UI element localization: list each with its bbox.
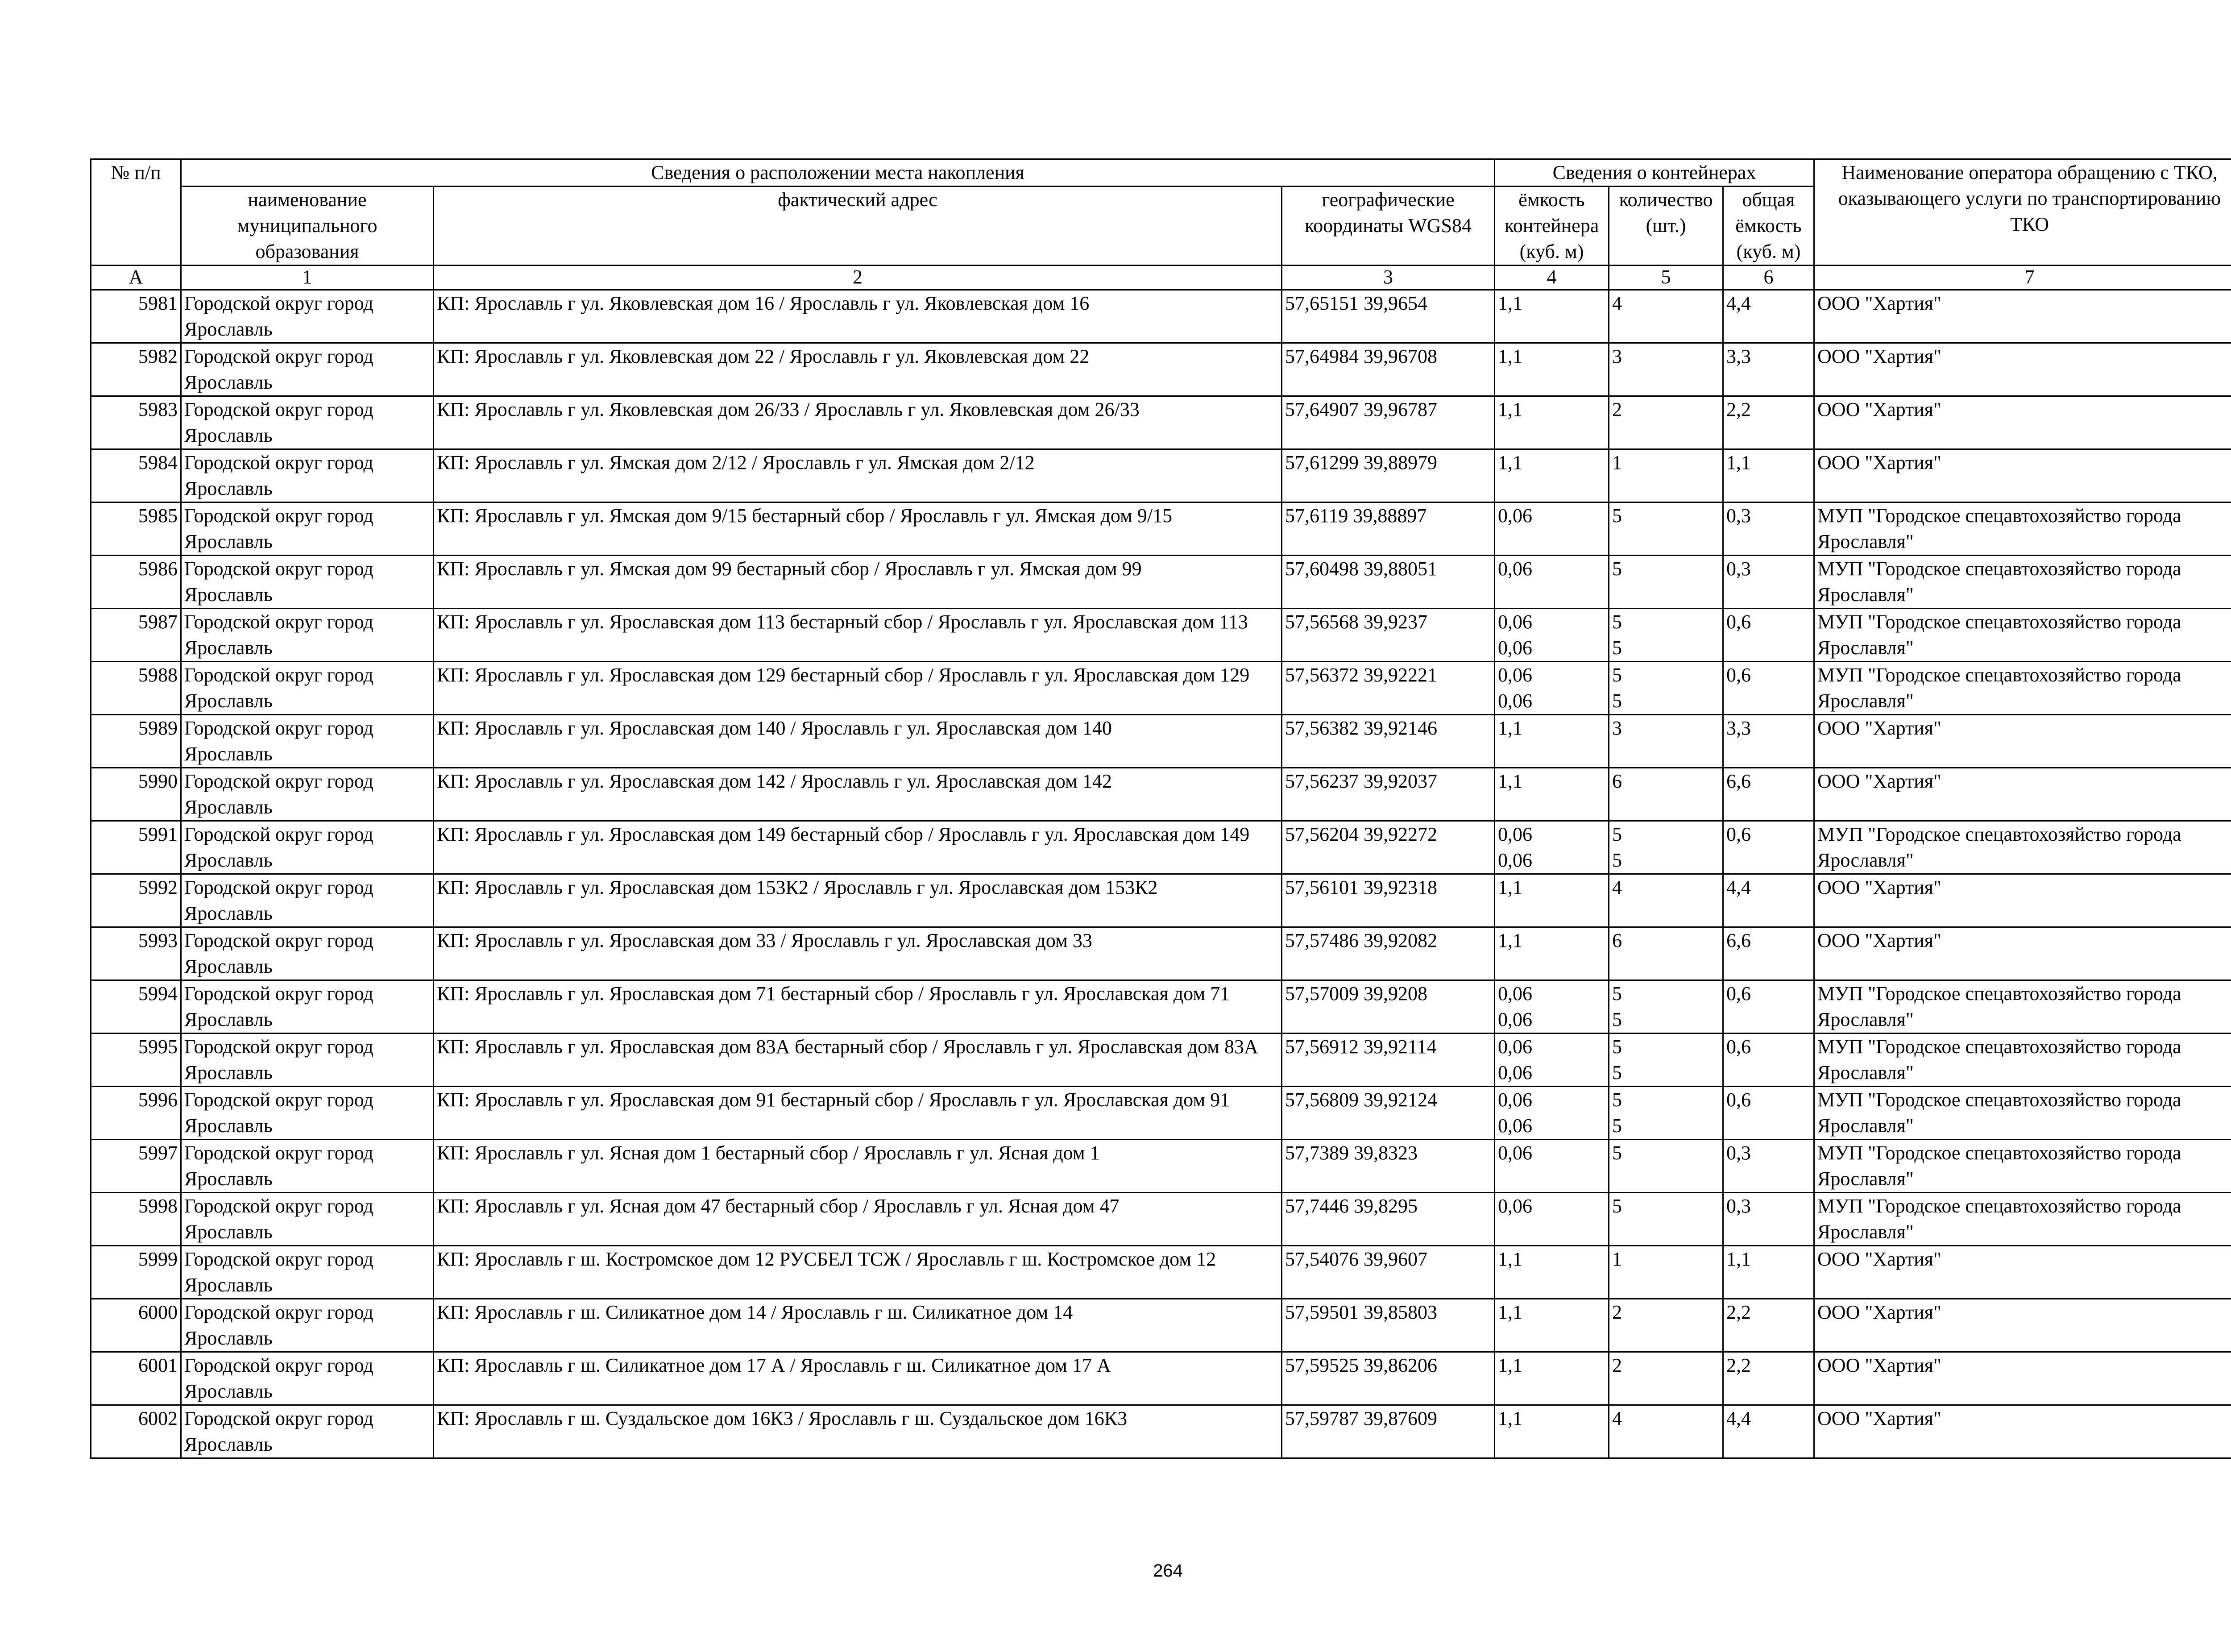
total-capacity-cell: 0,6 bbox=[1723, 821, 1814, 874]
total-capacity-cell: 1,1 bbox=[1723, 1246, 1814, 1299]
operator-cell: ООО "Хартия" bbox=[1814, 1405, 2231, 1458]
address-cell: КП: Ярославль г ул. Яковлевская дом 26/33 / Ярославль г ул. Яковлевская дом 26/33 bbox=[434, 396, 1282, 449]
operator-cell: ООО "Хартия" bbox=[1814, 1299, 2231, 1352]
address-cell: КП: Ярославль г ул. Ярославская дом 91 бестарный сбор / Ярославль г ул. Ярославская дом 91 bbox=[434, 1087, 1282, 1140]
operator-cell: ООО "Хартия" bbox=[1814, 290, 2231, 343]
row-number: 5996 bbox=[91, 1087, 181, 1140]
municipality-cell: Городской округ город Ярославль bbox=[181, 662, 434, 715]
coordinates-cell: 57,59525 39,86206 bbox=[1282, 1352, 1495, 1405]
coordinates-cell: 57,54076 39,9607 bbox=[1282, 1246, 1495, 1299]
row-number: 5986 bbox=[91, 556, 181, 609]
coordinates-cell: 57,64984 39,96708 bbox=[1282, 343, 1495, 396]
row-number: 5988 bbox=[91, 662, 181, 715]
operator-cell: ООО "Хартия" bbox=[1814, 1352, 2231, 1405]
total-capacity-cell: 0,3 bbox=[1723, 502, 1814, 556]
municipality-cell: Городской округ город Ярославль bbox=[181, 1140, 434, 1193]
quantity-cell bbox=[1609, 449, 1723, 502]
header-capacity: ёмкость контейнера (куб. м) bbox=[1495, 187, 1609, 266]
row-number: 5998 bbox=[91, 1193, 181, 1246]
capacity-cell-value: 1,1 bbox=[1498, 452, 1523, 473]
capacity-cell-value: 0,06 bbox=[1498, 983, 1533, 1004]
capacity-cell bbox=[1495, 1352, 1609, 1405]
quantity-cell bbox=[1609, 290, 1723, 343]
row-number: 6002 bbox=[91, 1405, 181, 1458]
table-row bbox=[91, 715, 2231, 768]
table-row bbox=[91, 1299, 2231, 1352]
quantity-cell-value: 3 bbox=[1612, 717, 1622, 739]
quantity-cell bbox=[1609, 1193, 1723, 1246]
column-index: 1 bbox=[181, 266, 434, 290]
coordinates-cell: 57,56101 39,92318 bbox=[1282, 874, 1495, 927]
quantity-cell-value: 5 bbox=[1612, 1089, 1622, 1111]
quantity-cell bbox=[1609, 715, 1723, 768]
address-cell: КП: Ярославль г ул. Ярославская дом 113 бестарный сбор / Ярославль г ул. Ярославская дом 113 bbox=[434, 609, 1282, 662]
quantity-cell bbox=[1609, 1352, 1723, 1405]
municipality-cell: Городской округ город Ярославль bbox=[181, 1034, 434, 1087]
municipality-cell: Городской округ город Ярославль bbox=[181, 1352, 434, 1405]
quantity-cell-value: 4 bbox=[1612, 292, 1622, 314]
operator-cell: ООО "Хартия" bbox=[1814, 874, 2231, 927]
coordinates-cell: 57,57486 39,92082 bbox=[1282, 927, 1495, 980]
total-capacity-cell: 0,6 bbox=[1723, 1034, 1814, 1087]
coordinates-cell: 57,61299 39,88979 bbox=[1282, 449, 1495, 502]
table-row bbox=[91, 609, 2231, 662]
operator-cell: ООО "Хартия" bbox=[1814, 927, 2231, 980]
quantity-cell-value: 5 bbox=[1612, 1009, 1622, 1030]
capacity-cell bbox=[1495, 1034, 1609, 1087]
total-capacity-cell: 4,4 bbox=[1723, 290, 1814, 343]
coordinates-cell: 57,56204 39,92272 bbox=[1282, 821, 1495, 874]
header-col-number: № п/п bbox=[91, 159, 181, 266]
row-number: 5992 bbox=[91, 874, 181, 927]
row-number: 5990 bbox=[91, 768, 181, 821]
capacity-cell bbox=[1495, 396, 1609, 449]
capacity-cell-value: 0,06 bbox=[1498, 1089, 1533, 1111]
address-cell: КП: Ярославль г ул. Яковлевская дом 16 / Ярославль г ул. Яковлевская дом 16 bbox=[434, 290, 1282, 343]
quantity-cell bbox=[1609, 1246, 1723, 1299]
capacity-cell bbox=[1495, 1405, 1609, 1458]
header-group-location: Сведения о расположении места накопления bbox=[181, 159, 1495, 187]
quantity-cell-value: 5 bbox=[1612, 1036, 1622, 1058]
capacity-cell-value: 0,06 bbox=[1498, 664, 1533, 686]
quantity-cell-value: 1 bbox=[1612, 452, 1622, 473]
operator-cell: МУП "Городское спецавтохозяйство города Ярославля" bbox=[1814, 662, 2231, 715]
municipality-cell: Городской округ город Ярославль bbox=[181, 449, 434, 502]
capacity-cell-value: 1,1 bbox=[1498, 345, 1523, 367]
table-row bbox=[91, 556, 2231, 609]
operator-cell: МУП "Городское спецавтохозяйство города Ярославля" bbox=[1814, 980, 2231, 1034]
coordinates-cell: 57,56912 39,92114 bbox=[1282, 1034, 1495, 1087]
header-quantity: количество (шт.) bbox=[1609, 187, 1723, 266]
municipality-cell: Городской округ город Ярославль bbox=[181, 609, 434, 662]
quantity-cell-value: 5 bbox=[1612, 611, 1622, 633]
coordinates-cell: 57,56382 39,92146 bbox=[1282, 715, 1495, 768]
table-row bbox=[91, 980, 2231, 1034]
municipality-cell: Городской округ город Ярославль bbox=[181, 1405, 434, 1458]
total-capacity-cell: 4,4 bbox=[1723, 1405, 1814, 1458]
table-row bbox=[91, 768, 2231, 821]
coordinates-cell: 57,59501 39,85803 bbox=[1282, 1299, 1495, 1352]
operator-cell: МУП "Городское спецавтохозяйство города Ярославля" bbox=[1814, 1140, 2231, 1193]
row-number: 5984 bbox=[91, 449, 181, 502]
row-number: 6001 bbox=[91, 1352, 181, 1405]
capacity-cell bbox=[1495, 449, 1609, 502]
capacity-cell bbox=[1495, 1299, 1609, 1352]
quantity-cell bbox=[1609, 1299, 1723, 1352]
operator-cell: МУП "Городское спецавтохозяйство города Ярославля" bbox=[1814, 1034, 2231, 1087]
table-row bbox=[91, 662, 2231, 715]
table-row bbox=[91, 502, 2231, 556]
column-index-row bbox=[91, 266, 2231, 290]
table-row bbox=[91, 1087, 2231, 1140]
municipality-cell: Городской округ город Ярославль bbox=[181, 874, 434, 927]
column-index: 5 bbox=[1609, 266, 1723, 290]
municipality-cell: Городской округ город Ярославль bbox=[181, 768, 434, 821]
capacity-cell bbox=[1495, 343, 1609, 396]
capacity-cell-value: 0,06 bbox=[1498, 690, 1533, 712]
table-row bbox=[91, 449, 2231, 502]
coordinates-cell: 57,56568 39,9237 bbox=[1282, 609, 1495, 662]
address-cell: КП: Ярославль г ш. Силикатное дом 17 А / Ярославль г ш. Силикатное дом 17 А bbox=[434, 1352, 1282, 1405]
quantity-cell bbox=[1609, 1034, 1723, 1087]
municipality-cell: Городской округ город Ярославль bbox=[181, 980, 434, 1034]
quantity-cell-value: 2 bbox=[1612, 1354, 1622, 1376]
address-cell: КП: Ярославль г ул. Ясная дом 47 бестарный сбор / Ярославль г ул. Ясная дом 47 bbox=[434, 1193, 1282, 1246]
capacity-cell bbox=[1495, 1193, 1609, 1246]
coordinates-cell: 57,56809 39,92124 bbox=[1282, 1087, 1495, 1140]
municipality-cell: Городской округ город Ярославль bbox=[181, 502, 434, 556]
quantity-cell bbox=[1609, 1405, 1723, 1458]
capacity-cell-value: 1,1 bbox=[1498, 1248, 1523, 1270]
capacity-cell bbox=[1495, 1140, 1609, 1193]
coordinates-cell: 57,56372 39,92221 bbox=[1282, 662, 1495, 715]
total-capacity-cell: 2,2 bbox=[1723, 1352, 1814, 1405]
quantity-cell-value: 5 bbox=[1612, 690, 1622, 712]
quantity-cell-value: 2 bbox=[1612, 398, 1622, 420]
quantity-cell-value: 5 bbox=[1612, 1062, 1622, 1083]
capacity-cell-value: 0,06 bbox=[1498, 823, 1533, 845]
address-cell: КП: Ярославль г ул. Ямская дом 9/15 бестарный сбор / Ярославль г ул. Ямская дом 9/15 bbox=[434, 502, 1282, 556]
coordinates-cell: 57,64907 39,96787 bbox=[1282, 396, 1495, 449]
coordinates-cell: 57,7389 39,8323 bbox=[1282, 1140, 1495, 1193]
quantity-cell bbox=[1609, 768, 1723, 821]
capacity-cell-value: 0,06 bbox=[1498, 637, 1533, 659]
municipality-cell: Городской округ город Ярославль bbox=[181, 821, 434, 874]
total-capacity-cell: 0,3 bbox=[1723, 556, 1814, 609]
total-capacity-cell: 0,3 bbox=[1723, 1193, 1814, 1246]
capacity-cell-value: 1,1 bbox=[1498, 1407, 1523, 1429]
address-cell: КП: Ярославль г ул. Ярославская дом 142 / Ярославль г ул. Ярославская дом 142 bbox=[434, 768, 1282, 821]
quantity-cell bbox=[1609, 396, 1723, 449]
municipality-cell: Городской округ город Ярославль bbox=[181, 290, 434, 343]
coordinates-cell: 57,59787 39,87609 bbox=[1282, 1405, 1495, 1458]
capacity-cell-value: 1,1 bbox=[1498, 1354, 1523, 1376]
column-index: 6 bbox=[1723, 266, 1814, 290]
page-number: 264 bbox=[1153, 1561, 1183, 1581]
capacity-cell-value: 0,06 bbox=[1498, 611, 1533, 633]
quantity-cell-value: 4 bbox=[1612, 1407, 1622, 1429]
row-number: 5995 bbox=[91, 1034, 181, 1087]
operator-cell: МУП "Городское спецавтохозяйство города Ярославля" bbox=[1814, 1193, 2231, 1246]
quantity-cell-value: 5 bbox=[1612, 1115, 1622, 1137]
header-operator: Наименование оператора обращению с ТКО, оказывающего услуги по транспортированию ТКО bbox=[1814, 159, 2231, 266]
total-capacity-cell: 3,3 bbox=[1723, 343, 1814, 396]
capacity-cell bbox=[1495, 927, 1609, 980]
table-body bbox=[91, 290, 2231, 1458]
total-capacity-cell: 6,6 bbox=[1723, 927, 1814, 980]
capacity-cell-value: 1,1 bbox=[1498, 717, 1523, 739]
quantity-cell-value: 5 bbox=[1612, 558, 1622, 580]
operator-cell: ООО "Хартия" bbox=[1814, 768, 2231, 821]
coordinates-cell: 57,60498 39,88051 bbox=[1282, 556, 1495, 609]
table-row bbox=[91, 1352, 2231, 1405]
municipality-cell: Городской округ город Ярославль bbox=[181, 396, 434, 449]
quantity-cell-value: 1 bbox=[1612, 1248, 1622, 1270]
total-capacity-cell: 0,6 bbox=[1723, 980, 1814, 1034]
capacity-cell bbox=[1495, 502, 1609, 556]
operator-cell: МУП "Городское спецавтохозяйство города Ярославля" bbox=[1814, 1087, 2231, 1140]
column-index: А bbox=[91, 266, 181, 290]
header-coords: географические координаты WGS84 bbox=[1282, 187, 1495, 266]
table-row bbox=[91, 1193, 2231, 1246]
municipality-cell: Городской округ город Ярославль bbox=[181, 343, 434, 396]
address-cell: КП: Ярославль г ул. Ярославская дом 129 бестарный сбор / Ярославль г ул. Ярославская дом 129 bbox=[434, 662, 1282, 715]
table-row bbox=[91, 1405, 2231, 1458]
operator-cell: ООО "Хартия" bbox=[1814, 396, 2231, 449]
row-number: 5981 bbox=[91, 290, 181, 343]
quantity-cell-value: 5 bbox=[1612, 823, 1622, 845]
capacity-cell-value: 1,1 bbox=[1498, 398, 1523, 420]
quantity-cell-value: 5 bbox=[1612, 505, 1622, 527]
row-number: 5987 bbox=[91, 609, 181, 662]
operator-cell: МУП "Городское спецавтохозяйство города Ярославля" bbox=[1814, 556, 2231, 609]
capacity-cell bbox=[1495, 662, 1609, 715]
column-index: 2 bbox=[434, 266, 1282, 290]
address-cell: КП: Ярославль г ш. Костромское дом 12 РУСБЕЛ ТСЖ / Ярославль г ш. Костромское дом 12 bbox=[434, 1246, 1282, 1299]
row-number: 6000 bbox=[91, 1299, 181, 1352]
table-row bbox=[91, 290, 2231, 343]
quantity-cell bbox=[1609, 662, 1723, 715]
total-capacity-cell: 1,1 bbox=[1723, 449, 1814, 502]
address-cell: КП: Ярославль г ул. Ясная дом 1 бестарный сбор / Ярославль г ул. Ясная дом 1 bbox=[434, 1140, 1282, 1193]
table-row bbox=[91, 1140, 2231, 1193]
row-number: 5983 bbox=[91, 396, 181, 449]
capacity-cell bbox=[1495, 874, 1609, 927]
row-number: 5989 bbox=[91, 715, 181, 768]
quantity-cell-value: 6 bbox=[1612, 930, 1622, 951]
quantity-cell-value: 5 bbox=[1612, 637, 1622, 659]
quantity-cell bbox=[1609, 502, 1723, 556]
header-group-containers: Сведения о контейнерах bbox=[1495, 159, 1814, 187]
capacity-cell bbox=[1495, 1087, 1609, 1140]
quantity-cell-value: 5 bbox=[1612, 1195, 1622, 1217]
capacity-cell bbox=[1495, 715, 1609, 768]
header-municipality: наименование муниципального образования bbox=[181, 187, 434, 266]
operator-cell: МУП "Городское спецавтохозяйство города Ярославля" bbox=[1814, 821, 2231, 874]
municipality-cell: Городской округ город Ярославль bbox=[181, 715, 434, 768]
total-capacity-cell: 4,4 bbox=[1723, 874, 1814, 927]
quantity-cell bbox=[1609, 556, 1723, 609]
quantity-cell bbox=[1609, 927, 1723, 980]
municipality-cell: Городской округ город Ярославль bbox=[181, 927, 434, 980]
coordinates-cell: 57,7446 39,8295 bbox=[1282, 1193, 1495, 1246]
coordinates-cell: 57,57009 39,9208 bbox=[1282, 980, 1495, 1034]
column-index: 4 bbox=[1495, 266, 1609, 290]
capacity-cell-value: 0,06 bbox=[1498, 1115, 1533, 1137]
quantity-cell-value: 4 bbox=[1612, 876, 1622, 898]
address-cell: КП: Ярославль г ул. Ярославская дом 71 бестарный сбор / Ярославль г ул. Ярославская дом 71 bbox=[434, 980, 1282, 1034]
address-cell: КП: Ярославль г ул. Ярославская дом 83А бестарный сбор / Ярославль г ул. Ярославская дом 83А bbox=[434, 1034, 1282, 1087]
table-header bbox=[91, 159, 2231, 290]
row-number: 5985 bbox=[91, 502, 181, 556]
address-cell: КП: Ярославль г ул. Ярославская дом 33 / Ярославль г ул. Ярославская дом 33 bbox=[434, 927, 1282, 980]
table-row bbox=[91, 1246, 2231, 1299]
municipality-cell: Городской округ город Ярославль bbox=[181, 1193, 434, 1246]
quantity-cell bbox=[1609, 343, 1723, 396]
coordinates-cell: 57,65151 39,9654 bbox=[1282, 290, 1495, 343]
capacity-cell-value: 0,06 bbox=[1498, 505, 1533, 527]
capacity-cell-value: 1,1 bbox=[1498, 1301, 1523, 1323]
quantity-cell bbox=[1609, 874, 1723, 927]
capacity-cell bbox=[1495, 1246, 1609, 1299]
row-number: 5982 bbox=[91, 343, 181, 396]
column-index: 3 bbox=[1282, 266, 1495, 290]
table-row bbox=[91, 343, 2231, 396]
coordinates-cell: 57,56237 39,92037 bbox=[1282, 768, 1495, 821]
capacity-cell-value: 0,06 bbox=[1498, 849, 1533, 871]
header-address: фактический адрес bbox=[434, 187, 1282, 266]
total-capacity-cell: 2,2 bbox=[1723, 1299, 1814, 1352]
total-capacity-cell: 3,3 bbox=[1723, 715, 1814, 768]
capacity-cell-value: 0,06 bbox=[1498, 1009, 1533, 1030]
capacity-cell-value: 0,06 bbox=[1498, 1062, 1533, 1083]
total-capacity-cell: 0,6 bbox=[1723, 609, 1814, 662]
capacity-cell-value: 1,1 bbox=[1498, 876, 1523, 898]
row-number: 5994 bbox=[91, 980, 181, 1034]
registry-table bbox=[90, 158, 2231, 1459]
address-cell: КП: Ярославль г ул. Ямская дом 99 бестарный сбор / Ярославль г ул. Ямская дом 99 bbox=[434, 556, 1282, 609]
table-row bbox=[91, 1034, 2231, 1087]
quantity-cell-value: 5 bbox=[1612, 849, 1622, 871]
quantity-cell bbox=[1609, 1140, 1723, 1193]
municipality-cell: Городской округ город Ярославль bbox=[181, 556, 434, 609]
address-cell: КП: Ярославль г ш. Суздальское дом 16К3 / Ярославль г ш. Суздальское дом 16К3 bbox=[434, 1405, 1282, 1458]
capacity-cell-value: 1,1 bbox=[1498, 930, 1523, 951]
total-capacity-cell: 0,6 bbox=[1723, 1087, 1814, 1140]
quantity-cell-value: 5 bbox=[1612, 1142, 1622, 1164]
operator-cell: МУП "Городское спецавтохозяйство города Ярославля" bbox=[1814, 502, 2231, 556]
address-cell: КП: Ярославль г ш. Силикатное дом 14 / Ярославль г ш. Силикатное дом 14 bbox=[434, 1299, 1282, 1352]
table-row bbox=[91, 396, 2231, 449]
quantity-cell-value: 5 bbox=[1612, 664, 1622, 686]
quantity-cell-value: 3 bbox=[1612, 345, 1622, 367]
capacity-cell bbox=[1495, 290, 1609, 343]
operator-cell: ООО "Хартия" bbox=[1814, 449, 2231, 502]
operator-cell: МУП "Городское спецавтохозяйство города Ярославля" bbox=[1814, 609, 2231, 662]
quantity-cell-value: 5 bbox=[1612, 983, 1622, 1004]
capacity-cell-value: 0,06 bbox=[1498, 1036, 1533, 1058]
column-index: 7 bbox=[1814, 266, 2231, 290]
municipality-cell: Городской округ город Ярославль bbox=[181, 1246, 434, 1299]
capacity-cell bbox=[1495, 609, 1609, 662]
capacity-cell bbox=[1495, 556, 1609, 609]
operator-cell: ООО "Хартия" bbox=[1814, 1246, 2231, 1299]
table-row bbox=[91, 874, 2231, 927]
coordinates-cell: 57,6119 39,88897 bbox=[1282, 502, 1495, 556]
operator-cell: ООО "Хартия" bbox=[1814, 715, 2231, 768]
quantity-cell-value: 6 bbox=[1612, 770, 1622, 792]
header-total: общая ёмкость (куб. м) bbox=[1723, 187, 1814, 266]
address-cell: КП: Ярославль г ул. Ярославская дом 149 бестарный сбор / Ярославль г ул. Ярославская дом 149 bbox=[434, 821, 1282, 874]
quantity-cell bbox=[1609, 980, 1723, 1034]
address-cell: КП: Ярославль г ул. Яковлевская дом 22 / Ярославль г ул. Яковлевская дом 22 bbox=[434, 343, 1282, 396]
table-row bbox=[91, 821, 2231, 874]
quantity-cell bbox=[1609, 609, 1723, 662]
row-number: 5991 bbox=[91, 821, 181, 874]
capacity-cell-value: 0,06 bbox=[1498, 558, 1533, 580]
total-capacity-cell: 2,2 bbox=[1723, 396, 1814, 449]
municipality-cell: Городской округ город Ярославль bbox=[181, 1299, 434, 1352]
total-capacity-cell: 0,3 bbox=[1723, 1140, 1814, 1193]
address-cell: КП: Ярославль г ул. Ярославская дом 153К2 / Ярославль г ул. Ярославская дом 153К2 bbox=[434, 874, 1282, 927]
capacity-cell-value: 1,1 bbox=[1498, 292, 1523, 314]
row-number: 5993 bbox=[91, 927, 181, 980]
capacity-cell bbox=[1495, 980, 1609, 1034]
capacity-cell-value: 1,1 bbox=[1498, 770, 1523, 792]
capacity-cell-value: 0,06 bbox=[1498, 1142, 1533, 1164]
row-number: 5997 bbox=[91, 1140, 181, 1193]
address-cell: КП: Ярославль г ул. Ямская дом 2/12 / Ярославль г ул. Ямская дом 2/12 bbox=[434, 449, 1282, 502]
row-number: 5999 bbox=[91, 1246, 181, 1299]
capacity-cell bbox=[1495, 821, 1609, 874]
capacity-cell bbox=[1495, 768, 1609, 821]
quantity-cell bbox=[1609, 821, 1723, 874]
address-cell: КП: Ярославль г ул. Ярославская дом 140 / Ярославль г ул. Ярославская дом 140 bbox=[434, 715, 1282, 768]
quantity-cell bbox=[1609, 1087, 1723, 1140]
quantity-cell-value: 2 bbox=[1612, 1301, 1622, 1323]
table-row bbox=[91, 927, 2231, 980]
capacity-cell-value: 0,06 bbox=[1498, 1195, 1533, 1217]
municipality-cell: Городской округ город Ярославль bbox=[181, 1087, 434, 1140]
operator-cell: ООО "Хартия" bbox=[1814, 343, 2231, 396]
total-capacity-cell: 0,6 bbox=[1723, 662, 1814, 715]
total-capacity-cell: 6,6 bbox=[1723, 768, 1814, 821]
